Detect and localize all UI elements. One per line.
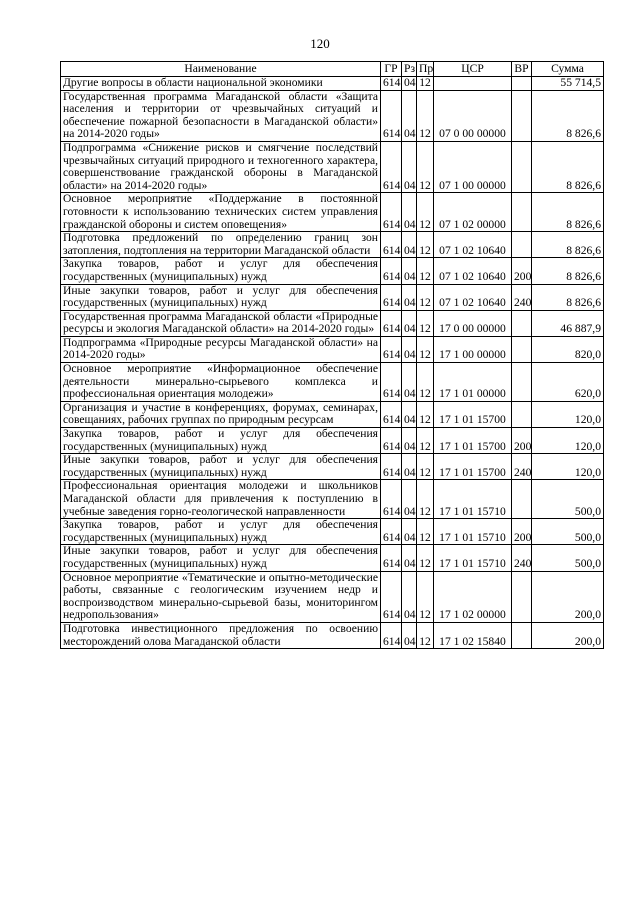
cell-csr: 17 1 01 15700 — [434, 401, 512, 427]
cell-name: Подпрограмма «Снижение рисков и смягчение последствий чрезвычайных ситуаций природного и техногенного характера, совершенствование гражданской обороны в Магаданской области» на 2014-2020 годы» — [61, 141, 381, 192]
cell-csr: 17 1 01 15710 — [434, 480, 512, 519]
cell-sum: 620,0 — [532, 363, 604, 402]
cell-gr: 614 — [381, 545, 402, 571]
table-row — [61, 284, 604, 310]
cell-sum: 120,0 — [532, 454, 604, 480]
cell-sum: 820,0 — [532, 336, 604, 362]
cell-pr: 12 — [417, 141, 434, 192]
cell-sum: 120,0 — [532, 428, 604, 454]
cell-gr: 614 — [381, 336, 402, 362]
cell-vr — [512, 622, 532, 648]
table-row — [61, 193, 604, 232]
cell-pr: 12 — [417, 77, 434, 91]
cell-vr — [512, 363, 532, 402]
cell-name: Подпрограмма «Природные ресурсы Магаданской области» на 2014-2020 годы» — [61, 336, 381, 362]
cell-name: Основное мероприятие «Поддержание в постоянной готовности к использованию технических систем управления гражданской обороны и систем оповещения» — [61, 193, 381, 232]
cell-name: Другие вопросы в области национальной экономики — [61, 77, 381, 91]
table-body — [61, 77, 604, 649]
cell-rz: 04 — [402, 232, 417, 258]
cell-name: Иные закупки товаров, работ и услуг для обеспечения государственных (муниципальных) нужд — [61, 284, 381, 310]
cell-rz: 04 — [402, 90, 417, 141]
cell-csr: 07 1 02 00000 — [434, 193, 512, 232]
cell-sum: 200,0 — [532, 571, 604, 622]
cell-gr: 614 — [381, 193, 402, 232]
cell-csr: 17 1 00 00000 — [434, 336, 512, 362]
table-row — [61, 77, 604, 91]
cell-gr: 614 — [381, 519, 402, 545]
cell-vr — [512, 401, 532, 427]
cell-rz: 04 — [402, 480, 417, 519]
cell-gr: 614 — [381, 258, 402, 284]
cell-gr: 614 — [381, 401, 402, 427]
cell-sum: 46 887,9 — [532, 310, 604, 336]
cell-gr: 614 — [381, 571, 402, 622]
cell-name: Профессиональная ориентация молодежи и школьников Магаданской области для привлечения к поступлению в учебные заведения горно-геологической направленности — [61, 480, 381, 519]
cell-gr: 614 — [381, 428, 402, 454]
cell-rz: 04 — [402, 519, 417, 545]
cell-csr — [434, 77, 512, 91]
table-row — [61, 141, 604, 192]
cell-csr: 17 1 01 15710 — [434, 545, 512, 571]
cell-vr: 240 — [512, 454, 532, 480]
cell-rz: 04 — [402, 454, 417, 480]
cell-name: Государственная программа Магаданской области «Защита населения и территории от чрезвычайных ситуаций и обеспечение пожарной безопасности в Магаданской области» на 2014-2020 годы» — [61, 90, 381, 141]
cell-rz: 04 — [402, 571, 417, 622]
cell-csr: 17 0 00 00000 — [434, 310, 512, 336]
cell-gr: 614 — [381, 232, 402, 258]
cell-name: Государственная программа Магаданской области «Природные ресурсы и экология Магаданской области» на 2014-2020 годы» — [61, 310, 381, 336]
cell-pr: 12 — [417, 284, 434, 310]
cell-pr: 12 — [417, 363, 434, 402]
cell-name: Иные закупки товаров, работ и услуг для обеспечения государственных (муниципальных) нужд — [61, 545, 381, 571]
cell-vr: 200 — [512, 519, 532, 545]
cell-csr: 17 1 02 00000 — [434, 571, 512, 622]
cell-gr: 614 — [381, 77, 402, 91]
cell-rz: 04 — [402, 401, 417, 427]
cell-sum: 500,0 — [532, 480, 604, 519]
cell-vr — [512, 310, 532, 336]
cell-gr: 614 — [381, 141, 402, 192]
cell-pr: 12 — [417, 454, 434, 480]
cell-csr: 17 1 02 15840 — [434, 622, 512, 648]
cell-csr: 07 1 02 10640 — [434, 284, 512, 310]
cell-gr: 614 — [381, 284, 402, 310]
column-header-name: Наименование — [61, 62, 381, 77]
cell-vr — [512, 232, 532, 258]
table-row — [61, 401, 604, 427]
cell-name: Подготовка инвестиционного предложения по освоению месторождений олова Магаданской области — [61, 622, 381, 648]
cell-vr: 200 — [512, 428, 532, 454]
cell-csr: 07 1 00 00000 — [434, 141, 512, 192]
cell-sum: 500,0 — [532, 545, 604, 571]
table-row — [61, 428, 604, 454]
table-row — [61, 310, 604, 336]
column-header-pr: Пр — [417, 62, 434, 77]
cell-sum: 8 826,6 — [532, 141, 604, 192]
cell-sum: 55 714,5 — [532, 77, 604, 91]
cell-gr: 614 — [381, 480, 402, 519]
cell-gr: 614 — [381, 310, 402, 336]
table-row — [61, 571, 604, 622]
cell-sum: 8 826,6 — [532, 90, 604, 141]
cell-vr — [512, 141, 532, 192]
cell-pr: 12 — [417, 519, 434, 545]
cell-rz: 04 — [402, 545, 417, 571]
table-row — [61, 454, 604, 480]
cell-pr: 12 — [417, 401, 434, 427]
cell-sum: 8 826,6 — [532, 193, 604, 232]
cell-gr: 614 — [381, 622, 402, 648]
cell-rz: 04 — [402, 336, 417, 362]
cell-name: Основное мероприятие «Информационное обеспечение деятельности минерально-сырьевого комплекса и профессиональная ориентация молодежи» — [61, 363, 381, 402]
cell-gr: 614 — [381, 454, 402, 480]
cell-csr: 07 0 00 00000 — [434, 90, 512, 141]
cell-rz: 04 — [402, 622, 417, 648]
cell-csr: 17 1 01 15710 — [434, 519, 512, 545]
cell-name: Закупка товаров, работ и услуг для обеспечения государственных (муниципальных) нужд — [61, 519, 381, 545]
cell-vr: 240 — [512, 545, 532, 571]
cell-rz: 04 — [402, 141, 417, 192]
cell-csr: 17 1 01 00000 — [434, 363, 512, 402]
cell-name: Организация и участие в конференциях, форумах, семинарах, совещаниях, рабочих группах по природным ресурсам — [61, 401, 381, 427]
cell-name: Закупка товаров, работ и услуг для обеспечения государственных (муниципальных) нужд — [61, 428, 381, 454]
cell-csr: 17 1 01 15700 — [434, 428, 512, 454]
cell-vr: 240 — [512, 284, 532, 310]
cell-csr: 07 1 02 10640 — [434, 258, 512, 284]
cell-pr: 12 — [417, 310, 434, 336]
cell-pr: 12 — [417, 90, 434, 141]
cell-vr — [512, 77, 532, 91]
table-row — [61, 90, 604, 141]
cell-pr: 12 — [417, 258, 434, 284]
page-number: 120 — [310, 36, 330, 51]
cell-vr — [512, 571, 532, 622]
cell-sum: 8 826,6 — [532, 232, 604, 258]
cell-gr: 614 — [381, 90, 402, 141]
cell-name: Основное мероприятие «Тематические и опытно-методические работы, связанные с геологическим изучением недр и воспроизводством минерально-сырьевой базы, мониторингом недропользования» — [61, 571, 381, 622]
column-header-csr: ЦСР — [434, 62, 512, 77]
cell-rz: 04 — [402, 77, 417, 91]
cell-sum: 8 826,6 — [532, 258, 604, 284]
cell-sum: 120,0 — [532, 401, 604, 427]
cell-pr: 12 — [417, 336, 434, 362]
column-header-gr: ГР — [381, 62, 402, 77]
cell-csr: 07 1 02 10640 — [434, 232, 512, 258]
budget-table — [60, 61, 604, 649]
cell-rz: 04 — [402, 310, 417, 336]
cell-pr: 12 — [417, 193, 434, 232]
table-header-row — [61, 62, 604, 77]
column-header-rz: Рз — [402, 62, 417, 77]
table-row — [61, 232, 604, 258]
cell-rz: 04 — [402, 428, 417, 454]
cell-pr: 12 — [417, 428, 434, 454]
cell-rz: 04 — [402, 363, 417, 402]
cell-vr — [512, 90, 532, 141]
cell-pr: 12 — [417, 232, 434, 258]
cell-rz: 04 — [402, 284, 417, 310]
table-row — [61, 363, 604, 402]
table-row — [61, 336, 604, 362]
cell-rz: 04 — [402, 193, 417, 232]
cell-vr: 200 — [512, 258, 532, 284]
cell-sum: 8 826,6 — [532, 284, 604, 310]
cell-pr: 12 — [417, 622, 434, 648]
cell-gr: 614 — [381, 363, 402, 402]
cell-rz: 04 — [402, 258, 417, 284]
table-row — [61, 545, 604, 571]
cell-sum: 200,0 — [532, 622, 604, 648]
cell-pr: 12 — [417, 480, 434, 519]
cell-name: Иные закупки товаров, работ и услуг для обеспечения государственных (муниципальных) нужд — [61, 454, 381, 480]
cell-pr: 12 — [417, 545, 434, 571]
column-header-vr: ВР — [512, 62, 532, 77]
table-row — [61, 622, 604, 648]
cell-vr — [512, 336, 532, 362]
cell-csr: 17 1 01 15700 — [434, 454, 512, 480]
table-row — [61, 519, 604, 545]
cell-name: Закупка товаров, работ и услуг для обеспечения государственных (муниципальных) нужд — [61, 258, 381, 284]
cell-sum: 500,0 — [532, 519, 604, 545]
cell-vr — [512, 193, 532, 232]
cell-vr — [512, 480, 532, 519]
table-row — [61, 480, 604, 519]
table-row — [61, 258, 604, 284]
cell-name: Подготовка предложений по определению границ зон затопления, подтопления на территории Магаданской области — [61, 232, 381, 258]
cell-pr: 12 — [417, 571, 434, 622]
column-header-sum: Сумма — [532, 62, 604, 77]
